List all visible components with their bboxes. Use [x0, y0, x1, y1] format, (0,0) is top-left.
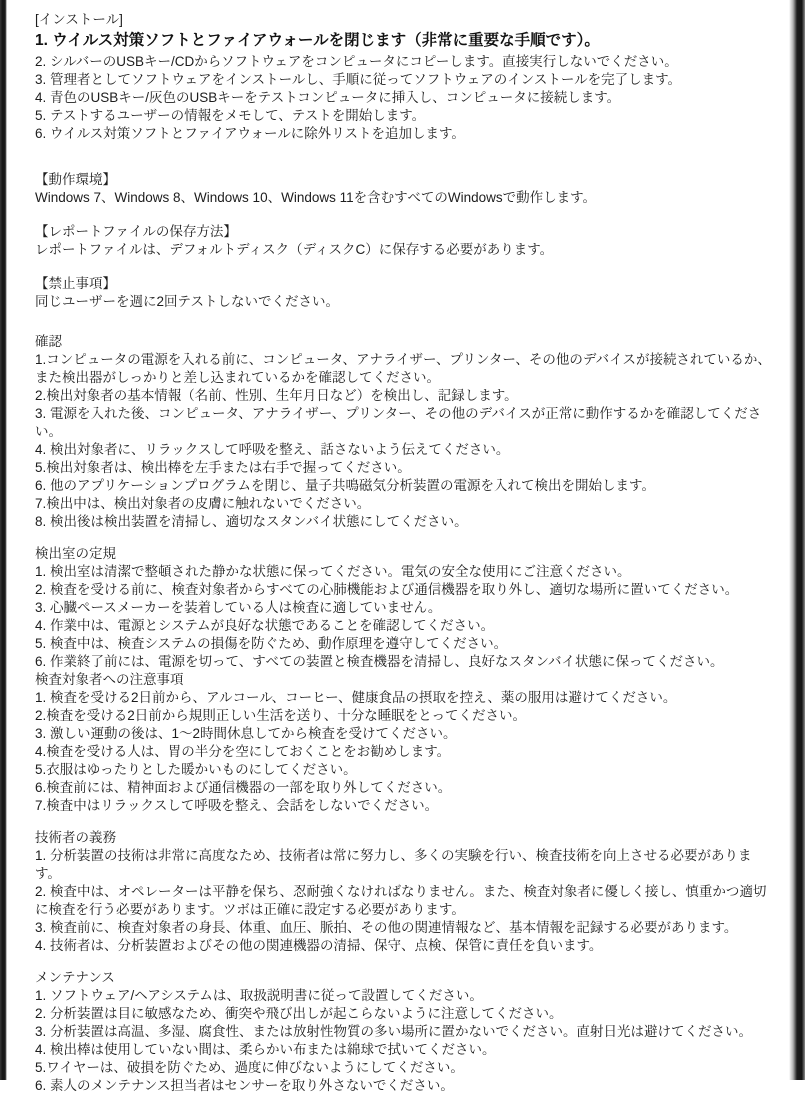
section-environment — [35, 171, 777, 207]
text-line: 5. 検査中は、検査システムの損傷を防ぐため、動作原理を遵守してください。 — [35, 636, 508, 651]
text-line: 3. 分析装置は高温、多湿、腐食性、または放射性物質の多い場所に置かないでください。直射日光は避けてください。 — [35, 1024, 753, 1039]
section-heading: 検査対象者への注意事項 — [35, 672, 184, 687]
text-line: 5.検出対象者は、検出棒を左手または右手で握ってください。 — [35, 460, 411, 475]
page-right-edge — [789, 0, 805, 1080]
text-line: 6. 他のアプリケーションプログラムを閉じ、量子共鳴磁気分析装置の電源を入れて検出を開始します。 — [35, 478, 655, 493]
section-heading: 【レポートファイルの保存方法】 — [35, 224, 237, 239]
text-line: 2.検査を受ける2日前から規則正しい生活を送り、十分な睡眠をとってください。 — [35, 708, 526, 723]
text-line: 7.検出中は、検出対象者の皮膚に触れないでください。 — [35, 496, 371, 511]
text-line: 1. 検出室は清潔で整頓された静かな状態に保ってください。電気の安全な使用にご注意ください。 — [35, 564, 631, 579]
section-install — [35, 11, 777, 143]
text-line: 5.衣服はゆったりとした暖かいものにしてください。 — [35, 762, 357, 777]
text-line: Windows 7、Windows 8、Windows 10、Windows 11を含むすべてのWindowsで動作します。 — [35, 190, 597, 205]
text-line: 4. 作業中は、電源とシステムが良好な状態であることを確認してください。 — [35, 618, 495, 633]
document-content — [7, 0, 789, 1093]
text-line: 6. ウイルス対策ソフトとファイアウォールに除外リストを追加します。 — [35, 126, 465, 141]
section-prohibited — [35, 275, 777, 311]
text-line: 2. 検査中は、オペレーターは平静を保ち、忍耐強くなければなりません。また、検査対象者に優しく接し、慎重かつ適切に検査を行う必要があります。ツボは正確に設定する必要があります。 — [35, 884, 767, 917]
text-line: 4.検査を受ける人は、胃の半分を空にしておくことをお勧めします。 — [35, 744, 451, 759]
text-line: 5.ワイヤーは、破損を防ぐため、過度に伸びないようにしてください。 — [35, 1060, 464, 1075]
text-line: 6. 素人のメンテナンス担当者はセンサーを取り外さないでください。 — [35, 1078, 454, 1093]
text-line: 2. シルバーのUSBキー/CDからソフトウェアをコンピュータにコピーします。直接実行しないでください。 — [35, 54, 678, 69]
section-heading: 確認 — [35, 334, 62, 349]
section-detection-room-rules — [35, 545, 777, 671]
text-line: 3. 管理者としてソフトウェアをインストールし、手順に従ってソフトウェアのインストールを完了します。 — [35, 72, 681, 87]
text-line: 4. 青色のUSBキー/灰色のUSBキーをテストコンピュータに挿入し、コンピュータに接続します。 — [35, 90, 621, 105]
text-line: 6.検査前には、精神面および通信機器の一部を取り外してください。 — [35, 780, 452, 795]
section-report-save — [35, 223, 777, 259]
section-heading: 【禁止事項】 — [35, 276, 116, 291]
text-line: 3. 検査前に、検査対象者の身長、体重、血圧、脈拍、その他の関連情報など、基本情報を記録する必要があります。 — [35, 920, 738, 935]
text-line: 1. 検査を受ける2日前から、アルコール、コーヒー、健康食品の摂取を控え、薬の服用は避けてください。 — [35, 690, 677, 705]
text-line: レポートファイルは、デフォルトディスク（ディスクC）に保存する必要があります。 — [35, 242, 554, 257]
section-heading: [インストール] — [35, 12, 123, 27]
text-line: 7.検査中はリラックスして呼吸を整え、会話をしないでください。 — [35, 798, 439, 813]
text-line: 4. 検出棒は使用していない間は、柔らかい布または綿球で拭いてください。 — [35, 1042, 496, 1057]
section-confirmation — [35, 333, 777, 531]
section-heading: 技術者の義務 — [35, 830, 116, 845]
text-line: 3. 電源を入れた後、コンピュータ、アナライザー、プリンター、その他のデバイスが正常に動作するかを確認してください。 — [35, 406, 762, 439]
section-maintenance — [35, 969, 777, 1095]
text-line: 2. 分析装置は目に敏感なため、衝突や飛び出しが起こらないように注意してください。 — [35, 1006, 563, 1021]
text-line: 同じユーザーを週に2回テストしないでください。 — [35, 294, 339, 309]
text-line: 8. 検出後は検出装置を清掃し、適切なスタンバイ状態にしてください。 — [35, 514, 468, 529]
text-line: 5. テストするユーザーの情報をメモして、テストを開始します。 — [35, 108, 426, 123]
text-line: 4. 検出対象者に、リラックスして呼吸を整え、話さないよう伝えてください。 — [35, 442, 510, 457]
text-line: 3. 心臓ペースメーカーを装着している人は検査に適していません。 — [35, 600, 442, 615]
section-subject-notes — [35, 671, 777, 815]
text-line: 6. 作業終了前には、電源を切って、すべての装置と検査機器を清掃し、良好なスタンバイ状態に保ってください。 — [35, 654, 724, 669]
text-line: 1. ウイルス対策ソフトとファイアウォールを閉じます（非常に重要な手順です）。 — [35, 32, 600, 49]
section-heading: 検出室の定規 — [35, 546, 116, 561]
text-line: 1. 分析装置の技術は非常に高度なため、技術者は常に努力し、多くの実験を行い、検査技術を向上させる必要があります。 — [35, 848, 752, 881]
text-line: 2.検出対象者の基本情報（名前、性別、生年月日など）を検出し、記録します。 — [35, 388, 518, 403]
text-line: 1. ソフトウェア/ヘアシステムは、取扱説明書に従って設置してください。 — [35, 988, 483, 1003]
text-line: 2. 検査を受ける前に、検査対象者からすべての心肺機能および通信機器を取り外し、適切な場所に置いてください。 — [35, 582, 739, 597]
page-left-edge — [0, 0, 7, 1080]
section-heading: 【動作環境】 — [35, 172, 116, 187]
text-line: 1.コンピュータの電源を入れる前に、コンピュータ、アナライザー、プリンター、その他のデバイスが接続されているか、また検出器がしっかりと差し込まれているかを確認してください。 — [35, 352, 771, 385]
text-line: 4. 技術者は、分析装置およびその他の関連機器の清掃、保守、点検、保管に責任を負います。 — [35, 938, 603, 953]
section-technician-duties — [35, 829, 777, 955]
text-line: 3. 激しい運動の後は、1～2時間休息してから検査を受けてください。 — [35, 726, 457, 741]
section-heading: メンテナンス — [35, 970, 115, 985]
